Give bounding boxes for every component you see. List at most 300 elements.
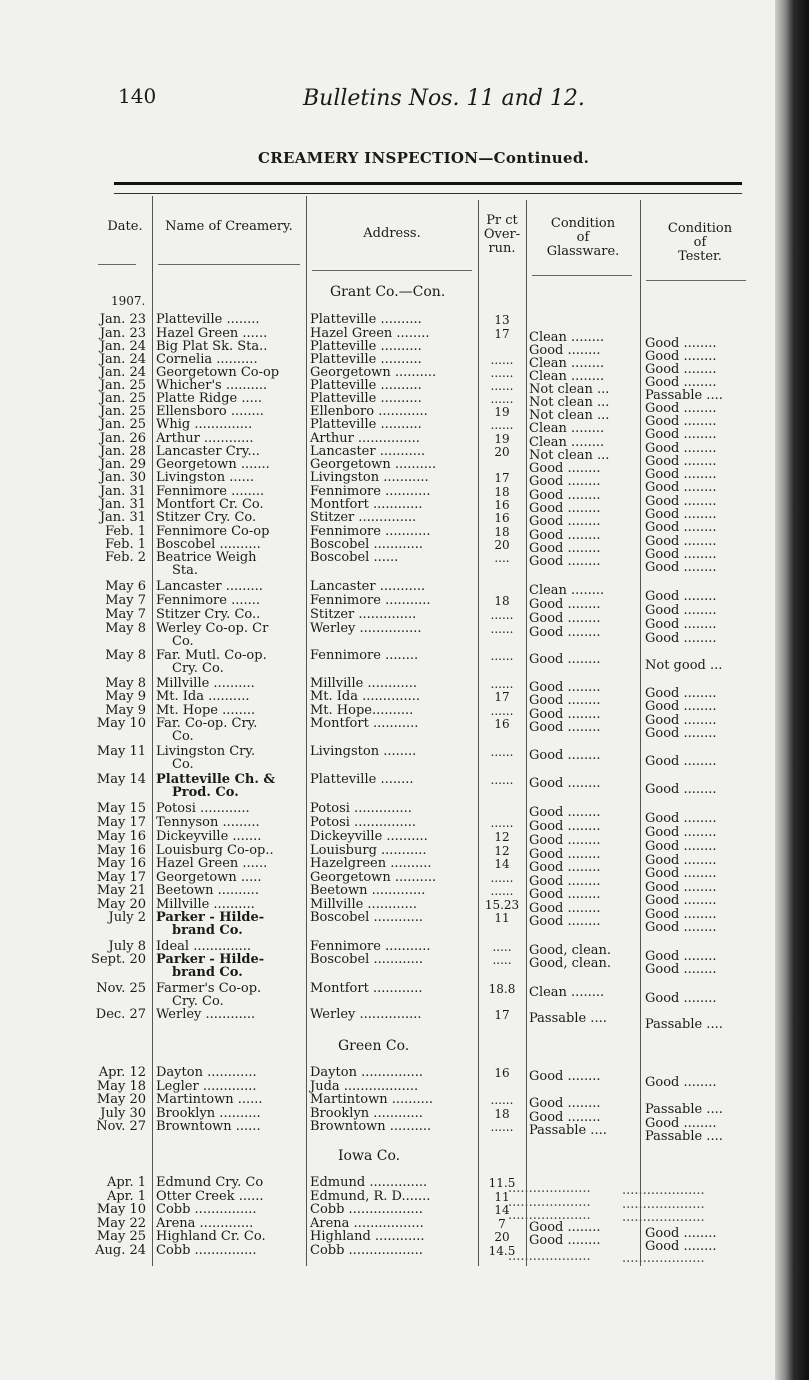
row-overrun: ...... — [490, 366, 514, 380]
row-glassware: Good ........ — [529, 748, 601, 763]
row-date: Apr. 1 — [106, 1189, 146, 1204]
row-address: Cobb .................. — [310, 1243, 423, 1258]
column-divider — [526, 200, 527, 1266]
row-creamery-name-cont: Cry. Co. — [172, 994, 224, 1009]
row-overrun: ...... — [490, 816, 514, 830]
row-glassware: Good ........ — [529, 887, 601, 902]
row-overrun: 16 — [494, 498, 510, 512]
row-address: Brooklyn ............ — [310, 1106, 423, 1121]
row-glassware: Good ........ — [529, 625, 601, 640]
row-creamery-name-cont: Co. — [172, 757, 194, 772]
row-address: Platteville .......... — [310, 312, 422, 327]
row-creamery-name: Martintown ...... — [156, 1092, 263, 1107]
row-creamery-name: Tennyson ......... — [156, 815, 260, 830]
header-glassware-1: Condition — [550, 216, 616, 231]
row-date: May 6 — [105, 579, 146, 594]
row-date: Nov. 25 — [96, 981, 146, 996]
row-glassware: Good ........ — [529, 597, 601, 612]
row-creamery-name: Livingston ...... — [156, 470, 255, 485]
row-overrun: 17 — [494, 327, 510, 341]
row-creamery-name: Millville .......... — [156, 676, 255, 691]
row-creamery-name: Werley Co-op. Cr — [156, 621, 269, 636]
row-overrun: ...... — [490, 608, 514, 622]
row-overrun: ...... — [490, 353, 514, 367]
row-glassware: Clean ........ — [529, 435, 605, 450]
row-address: Cobb .................. — [310, 1202, 423, 1217]
row-tester: Good ........ — [645, 1116, 717, 1131]
county-heading-green: Green Co. — [338, 1038, 410, 1054]
row-glassware: Good, clean. — [529, 956, 612, 971]
row-tester: Passable .... — [645, 1102, 723, 1117]
row-creamery-name: Far. Co-op. Cry. — [156, 716, 258, 731]
row-overrun: ..... — [492, 953, 512, 967]
row-overrun: ...... — [490, 745, 514, 759]
row-address: Mt. Ida .............. — [310, 689, 420, 704]
row-address: Louisburg ........... — [310, 843, 427, 858]
row-overrun: 19 — [494, 405, 510, 419]
row-glassware: Good ........ — [529, 514, 601, 529]
row-creamery-name: Louisburg Co-op.. — [156, 843, 274, 858]
row-glassware: Good ........ — [529, 1220, 601, 1235]
row-address: Juda .................. — [310, 1079, 419, 1094]
row-address: Platteville .......... — [310, 352, 422, 367]
row-glassware: Good ........ — [529, 611, 601, 626]
row-date: Feb. 1 — [105, 524, 146, 539]
header-tester-2: of — [693, 235, 707, 250]
row-date: Apr. 12 — [98, 1065, 146, 1080]
row-overrun: ...... — [490, 1120, 514, 1134]
row-date: May 17 — [96, 815, 146, 830]
row-glassware: Good ........ — [529, 474, 601, 489]
column-divider — [478, 200, 479, 1266]
row-overrun: 20 — [494, 538, 510, 552]
row-glassware: Clean ........ — [529, 330, 605, 345]
row-glassware: Good ........ — [529, 720, 601, 735]
row-overrun: 14 — [494, 1203, 510, 1217]
row-glassware: Passable .... — [529, 1011, 607, 1026]
row-address: Montfort ........... — [310, 716, 419, 731]
row-creamery-name: Dayton ............ — [156, 1065, 257, 1080]
row-address: Dickeyville .......... — [310, 829, 428, 844]
row-address: Millville ............ — [310, 897, 418, 912]
row-tester: Good ........ — [645, 560, 717, 575]
row-overrun: 14.5 — [488, 1244, 516, 1258]
row-glassware: Good ........ — [529, 819, 601, 834]
row-glassware: Not clean ... — [529, 408, 610, 423]
row-creamery-name: Whig .............. — [156, 417, 253, 432]
row-date: May 20 — [96, 897, 146, 912]
header-overrun-2: Over- — [483, 227, 521, 242]
header-address: Address. — [363, 226, 421, 241]
row-date: Nov. 27 — [96, 1119, 146, 1134]
row-date: Jan. 24 — [99, 352, 146, 367]
row-glassware: Not clean ... — [529, 395, 610, 410]
row-date: May 7 — [105, 607, 146, 622]
row-address: Montfort ............ — [310, 981, 423, 996]
row-creamery-name: Otter Creek ...... — [156, 1189, 264, 1204]
row-date: May 22 — [96, 1216, 146, 1231]
row-overrun: 14 — [494, 857, 510, 871]
row-tester: Good ........ — [645, 547, 717, 562]
row-tester-blank: .................... — [622, 1197, 705, 1212]
row-creamery-name: Beatrice Weigh — [156, 550, 257, 565]
row-date: May 10 — [96, 1202, 146, 1217]
header-date: Date. — [107, 219, 143, 234]
row-creamery-name: Lancaster ......... — [156, 579, 263, 594]
row-tester: Good ........ — [645, 686, 717, 701]
row-date: May 8 — [105, 648, 146, 663]
row-tester: Passable .... — [645, 388, 723, 403]
header-glassware-3: Glassware. — [546, 244, 620, 259]
row-creamery-name-cont: Co. — [172, 729, 194, 744]
row-tester: Good ........ — [645, 441, 717, 456]
row-address: Platteville .......... — [310, 417, 422, 432]
row-address: Hazel Green ........ — [310, 326, 430, 341]
row-address: Platteville .......... — [310, 339, 422, 354]
row-creamery-name: Cobb ............... — [156, 1243, 257, 1258]
row-glassware: Good ........ — [529, 833, 601, 848]
row-overrun: 20 — [494, 445, 510, 459]
page-number: 140 — [118, 84, 157, 108]
row-address: Browntown .......... — [310, 1119, 432, 1134]
row-tester: Good ........ — [645, 811, 717, 826]
row-tester: Good ........ — [645, 754, 717, 769]
row-glassware: Good ........ — [529, 461, 601, 476]
row-tester: Good ........ — [645, 1226, 717, 1241]
row-overrun: 12 — [494, 830, 510, 844]
row-address: Georgetown .......... — [310, 870, 437, 885]
row-date: Jan. 24 — [99, 339, 146, 354]
row-address: Werley ............... — [310, 621, 422, 636]
row-creamery-name: Livingston Cry. — [156, 744, 256, 759]
row-date: Jan. 23 — [99, 312, 146, 327]
row-tester: Good ........ — [645, 401, 717, 416]
row-overrun: 11 — [494, 911, 510, 925]
row-tester: Good ........ — [645, 825, 717, 840]
row-creamery-name: Platteville Ch. & — [156, 772, 276, 787]
row-creamery-name: Platteville ........ — [156, 312, 260, 327]
row-address: Boscobel ............ — [310, 910, 424, 925]
header-underline — [646, 280, 746, 281]
row-overrun: 7 — [498, 1217, 506, 1231]
row-tester: Good ........ — [645, 991, 717, 1006]
row-tester: Good ........ — [645, 494, 717, 509]
row-date: Dec. 27 — [95, 1007, 146, 1022]
row-tester-blank: .................... — [622, 1251, 705, 1266]
row-overrun: 17 — [494, 471, 510, 485]
header-glassware-2: of — [576, 230, 590, 245]
row-tester: Not good ... — [645, 658, 723, 673]
row-glassware: Clean ........ — [529, 985, 605, 1000]
row-creamery-name: Boscobel .......... — [156, 537, 261, 552]
row-overrun: 17 — [494, 690, 510, 704]
row-date: Jan. 25 — [99, 417, 146, 432]
row-date: Jan. 24 — [99, 365, 146, 380]
row-overrun: ...... — [490, 704, 514, 718]
row-tester: Good ........ — [645, 414, 717, 429]
row-glassware: Passable .... — [529, 1123, 607, 1138]
row-overrun: ...... — [490, 884, 514, 898]
row-tester: Good ........ — [645, 362, 717, 377]
row-creamery-name: Farmer's Co-op. — [156, 981, 262, 996]
row-glassware: Good ........ — [529, 847, 601, 862]
row-date: Jan. 30 — [99, 470, 146, 485]
row-creamery-name: Georgetown ..... — [156, 870, 262, 885]
row-overrun: 11 — [494, 1190, 510, 1204]
row-address: Fennimore ........... — [310, 939, 431, 954]
row-glassware: Good ........ — [529, 528, 601, 543]
row-creamery-name: Arthur ............ — [156, 431, 254, 446]
row-address: Mt. Hope.......... — [310, 703, 414, 718]
row-tester: Good ........ — [645, 839, 717, 854]
row-date: May 17 — [96, 870, 146, 885]
row-date: May 18 — [96, 1079, 146, 1094]
row-address: Boscobel ...... — [310, 550, 399, 565]
row-creamery-name: Potosi ............ — [156, 801, 250, 816]
row-tester: Good ........ — [645, 467, 717, 482]
row-tester: Good ........ — [645, 375, 717, 390]
row-date: Jan. 25 — [99, 391, 146, 406]
row-glassware: Good ........ — [529, 501, 601, 516]
row-overrun: ...... — [490, 379, 514, 393]
row-glassware: Good ........ — [529, 488, 601, 503]
row-creamery-name: Mt. Ida .......... — [156, 689, 250, 704]
row-creamery-name: Fennimore ........ — [156, 484, 265, 499]
row-date: Feb. 2 — [105, 550, 146, 565]
row-address: Livingston ........ — [310, 744, 417, 759]
row-creamery-name: Ellensboro ........ — [156, 404, 264, 419]
row-address: Martintown .......... — [310, 1092, 434, 1107]
row-overrun: 16 — [494, 1066, 510, 1080]
row-overrun: 12 — [494, 844, 510, 858]
row-tester: Good ........ — [645, 866, 717, 881]
row-tester: Good ........ — [645, 880, 717, 895]
row-date: Apr. 1 — [106, 1175, 146, 1190]
row-date: Jan. 28 — [99, 444, 146, 459]
row-tester: Good ........ — [645, 713, 717, 728]
row-address: Georgetown .......... — [310, 457, 437, 472]
row-address: Dayton ............... — [310, 1065, 424, 1080]
row-date: Sept. 20 — [91, 952, 146, 967]
row-date: Jan. 23 — [99, 326, 146, 341]
row-date: Jan. 29 — [99, 457, 146, 472]
row-glassware: Not clean ... — [529, 382, 610, 397]
row-creamery-name: Hazel Green ...... — [156, 856, 268, 871]
row-overrun: ...... — [490, 392, 514, 406]
column-divider — [152, 196, 153, 1266]
row-glassware: Good ........ — [529, 914, 601, 929]
row-glassware: Not clean ... — [529, 448, 610, 463]
row-glassware: Clean ........ — [529, 421, 605, 436]
row-overrun: ...... — [490, 677, 514, 691]
row-creamery-name-cont: Prod. Co. — [172, 785, 239, 800]
row-address: Platteville .......... — [310, 378, 422, 393]
row-creamery-name: Fennimore Co-op — [156, 524, 270, 539]
row-tester: Good ........ — [645, 454, 717, 469]
top-rule — [114, 182, 742, 185]
row-creamery-name: Highland Cr. Co. — [156, 1229, 266, 1244]
row-glassware: Good ........ — [529, 541, 601, 556]
row-tester: Good ........ — [645, 617, 717, 632]
row-date: July 30 — [100, 1106, 146, 1121]
row-overrun: 16 — [494, 717, 510, 731]
row-glassware: Good ........ — [529, 1110, 601, 1125]
column-divider — [306, 196, 307, 1266]
header-overrun-1: Pr ct — [486, 213, 518, 228]
header-underline — [312, 270, 472, 271]
row-address: Millville ............ — [310, 676, 418, 691]
row-glassware: Good ........ — [529, 693, 601, 708]
row-address: Fennimore ........... — [310, 484, 431, 499]
row-date: Jan. 26 — [99, 431, 146, 446]
row-date: May 16 — [96, 856, 146, 871]
row-tester-blank: .................... — [622, 1210, 705, 1225]
row-address: Fennimore ........... — [310, 524, 431, 539]
row-overrun: 18.8 — [488, 982, 516, 996]
row-creamery-name: Millville .......... — [156, 897, 255, 912]
row-glassware: Clean ........ — [529, 356, 605, 371]
row-date: May 15 — [96, 801, 146, 816]
row-glassware: Good ........ — [529, 554, 601, 569]
row-address: Georgetown .......... — [310, 365, 437, 380]
row-date: May 9 — [105, 689, 146, 704]
header-tester-3: Tester. — [678, 249, 722, 264]
header-tester-1: Condition — [667, 221, 733, 236]
row-tester-blank: .................... — [622, 1183, 705, 1198]
row-tester: Good ........ — [645, 920, 717, 935]
row-overrun: 18 — [494, 1107, 510, 1121]
row-date: May 25 — [96, 1229, 146, 1244]
row-overrun: ..... — [492, 940, 512, 954]
row-date: Jan. 31 — [99, 510, 146, 525]
row-address: Edmund, R. D....... — [310, 1189, 431, 1204]
row-glassware: Good ........ — [529, 1069, 601, 1084]
row-date: July 2 — [108, 910, 146, 925]
row-tester: Good ........ — [645, 427, 717, 442]
row-glassware: Good ........ — [529, 776, 601, 791]
row-address: Highland ............ — [310, 1229, 425, 1244]
row-overrun: 19 — [494, 432, 510, 446]
row-creamery-name: Far. Mutl. Co-op. — [156, 648, 267, 663]
row-tester: Good ........ — [645, 603, 717, 618]
section-title: CREAMERY INSPECTION—Continued. — [258, 149, 590, 167]
row-creamery-name: Big Plat Sk. Sta.. — [156, 339, 268, 354]
row-overrun: 13 — [494, 313, 510, 327]
row-address: Stitzer .............. — [310, 607, 417, 622]
row-overrun: 18 — [494, 525, 510, 539]
row-creamery-name: Georgetown ....... — [156, 457, 270, 472]
row-creamery-name-cont: Cry. Co. — [172, 661, 224, 676]
row-date: Jan. 31 — [99, 497, 146, 512]
row-tester: Good ........ — [645, 1075, 717, 1090]
row-overrun: ...... — [490, 773, 514, 787]
row-glassware: Good ........ — [529, 1233, 601, 1248]
row-date: May 10 — [96, 716, 146, 731]
row-overrun: 11.5 — [488, 1176, 516, 1190]
header-overrun-3: run. — [488, 241, 516, 256]
row-creamery-name: Cobb ............... — [156, 1202, 257, 1217]
row-creamery-name: Georgetown Co-op — [156, 365, 280, 380]
row-date: May 8 — [105, 676, 146, 691]
row-glassware: Good ........ — [529, 680, 601, 695]
row-date: Aug. 24 — [95, 1243, 146, 1258]
row-overrun: 18 — [494, 594, 510, 608]
row-creamery-name: Whicher's .......... — [156, 378, 268, 393]
row-overrun: ...... — [490, 871, 514, 885]
row-glassware: Good ........ — [529, 901, 601, 916]
row-date: Feb. 1 — [105, 537, 146, 552]
row-address: Arena ................. — [310, 1216, 424, 1231]
row-tester: Good ........ — [645, 699, 717, 714]
row-glassware: Good ........ — [529, 805, 601, 820]
row-address: Platteville .......... — [310, 391, 422, 406]
row-glassware: Good ........ — [529, 652, 601, 667]
row-date: Jan. 25 — [99, 378, 146, 393]
row-creamery-name: Brooklyn .......... — [156, 1106, 261, 1121]
row-overrun: .... — [494, 551, 510, 565]
row-creamery-name: Dickeyville ....... — [156, 829, 262, 844]
row-address: Fennimore ........ — [310, 648, 419, 663]
row-tester: Good ........ — [645, 949, 717, 964]
row-tester: Good ........ — [645, 631, 717, 646]
row-date: May 16 — [96, 829, 146, 844]
row-tester: Good ........ — [645, 589, 717, 604]
row-creamery-name: Parker - Hilde- — [156, 952, 265, 967]
row-creamery-name: Arena ............. — [156, 1216, 254, 1231]
row-creamery-name: Legler ............. — [156, 1079, 257, 1094]
row-tester: Good ........ — [645, 336, 717, 351]
row-address: Montfort ............ — [310, 497, 423, 512]
row-address: Beetown ............. — [310, 883, 426, 898]
row-glassware: Good ........ — [529, 343, 601, 358]
row-creamery-name: Fennimore ....... — [156, 593, 261, 608]
row-creamery-name: Mt. Hope ........ — [156, 703, 256, 718]
row-creamery-name: Platte Ridge ..... — [156, 391, 263, 406]
row-address: Fennimore ........... — [310, 593, 431, 608]
book-spine — [775, 0, 809, 1380]
row-creamery-name: Stitzer Cry. Co.. — [156, 607, 261, 622]
header-underline — [158, 264, 300, 265]
row-address: Arthur ............... — [310, 431, 420, 446]
row-glassware-blank: .................... — [508, 1181, 591, 1196]
row-creamery-name: Browntown ...... — [156, 1119, 261, 1134]
row-overrun: ...... — [490, 622, 514, 636]
column-divider — [640, 200, 641, 1266]
row-date: Jan. 25 — [99, 404, 146, 419]
row-address: Livingston ........... — [310, 470, 429, 485]
row-glassware: Clean ........ — [529, 369, 605, 384]
top-rule-thin — [114, 193, 742, 194]
row-date: May 21 — [96, 883, 146, 898]
row-glassware: Good ........ — [529, 874, 601, 889]
row-tester: Good ........ — [645, 782, 717, 797]
county-heading-grant: Grant Co.—Con. — [330, 284, 446, 300]
row-date: May 14 — [96, 772, 146, 787]
row-date: May 16 — [96, 843, 146, 858]
row-creamery-name: Parker - Hilde- — [156, 910, 265, 925]
row-glassware: Good ........ — [529, 707, 601, 722]
row-tester: Passable .... — [645, 1017, 723, 1032]
row-overrun: 20 — [494, 1230, 510, 1244]
row-glassware-blank: .................... — [508, 1208, 591, 1223]
row-glassware-blank: .................... — [508, 1195, 591, 1210]
row-address: Potosi .............. — [310, 801, 412, 816]
row-glassware: Good, clean. — [529, 943, 612, 958]
row-address: Lancaster ........... — [310, 579, 426, 594]
row-tester: Good ........ — [645, 534, 717, 549]
row-address: Lancaster ........... — [310, 444, 426, 459]
row-creamery-name-cont: Co. — [172, 634, 194, 649]
